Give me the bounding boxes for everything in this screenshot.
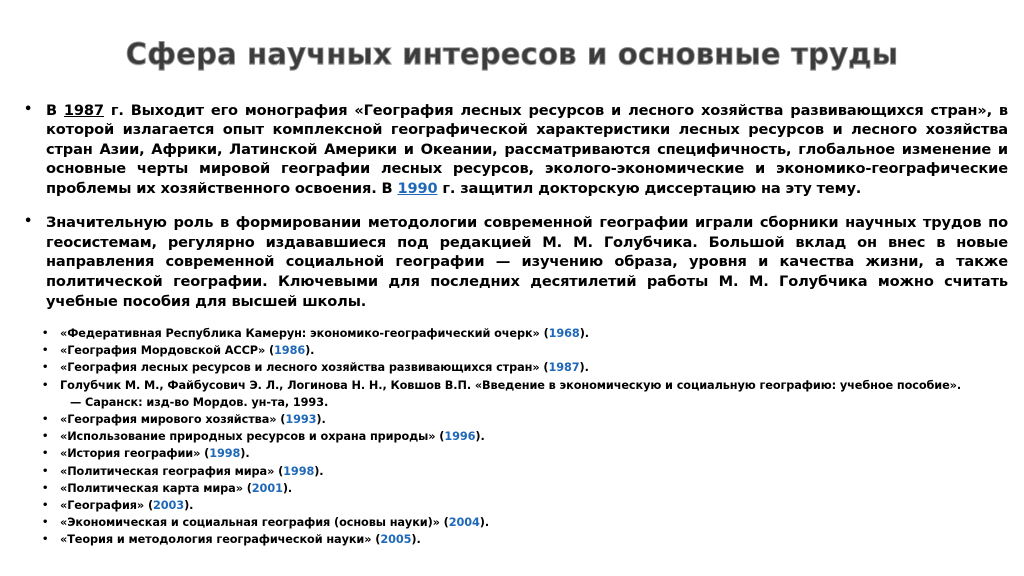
work-text-run: ). xyxy=(579,361,589,375)
work-list-item xyxy=(38,342,988,359)
work-text-run: «Теория и методология географической науки» ( xyxy=(60,533,381,547)
work-text-run: ). xyxy=(475,430,485,444)
work-list-item xyxy=(38,497,988,514)
main-bullet-item xyxy=(22,101,1008,199)
work-year-link[interactable]: 1968 xyxy=(548,327,580,340)
work-list-item xyxy=(38,463,988,480)
work-list-item xyxy=(38,325,988,342)
work-year-link[interactable]: 2003 xyxy=(153,499,185,513)
work-continuation-line: — Саранск: изд-во Мордов. ун-та, 1993. xyxy=(70,395,329,409)
work-text-run: «Использование природных ресурсов и охрана природы» ( xyxy=(60,430,445,444)
work-text-run: «География лесных ресурсов и лесного хозяйства развивающихся стран» ( xyxy=(60,361,549,375)
work-year-link[interactable]: 1987 xyxy=(548,361,580,375)
work-text-run: ). xyxy=(411,533,421,547)
paragraph-year-link[interactable]: 1990 xyxy=(397,179,438,197)
work-text-run: «История географии» ( xyxy=(60,447,210,461)
work-year-link[interactable]: 1986 xyxy=(274,344,306,358)
paragraph-underlined-year: 1987 xyxy=(63,101,104,119)
work-list-item xyxy=(38,514,988,531)
work-list-item xyxy=(38,531,988,548)
work-list-item xyxy=(38,411,988,428)
work-text-run: «Федеративная Республика Камерун: экономико-географический очерк» ( xyxy=(60,327,549,340)
work-year-link[interactable]: 2005 xyxy=(380,533,412,547)
work-text-run: ). xyxy=(316,413,326,427)
work-year-link[interactable]: 1998 xyxy=(209,447,241,461)
main-bullet-list xyxy=(22,86,1008,311)
work-list-item xyxy=(38,359,988,376)
work-text-run: «Экономическая и социальная география (основы науки)» ( xyxy=(60,516,449,530)
work-list-item xyxy=(38,445,988,462)
work-text-run: ). xyxy=(305,344,315,358)
work-list-item xyxy=(38,428,988,445)
work-year-link[interactable]: 1996 xyxy=(444,430,476,444)
work-text-run: ). xyxy=(579,327,589,340)
work-list-item xyxy=(38,480,988,497)
paragraph-text-run: Значительную роль в формировании методологии современной географии играли сборники научных трудов по геосистемам, регулярно издававшиеся под редакцией М. М. Голубчика. Большой вклад он внес в новые направления современной социальной географии — изучению образа, уровня и качества жизни, а также политической географии. Ключевыми для последних десятилетий работы М. М. Голубчика можно считать учебные пособия для высшей школы. xyxy=(46,214,1008,310)
work-text-run: ). xyxy=(314,464,324,478)
work-text-run: ). xyxy=(184,499,194,513)
work-year-link[interactable]: 2004 xyxy=(448,516,480,530)
work-text-run: ). xyxy=(240,447,250,461)
work-text-run: «География» ( xyxy=(60,499,154,513)
paragraph-text-run: В xyxy=(46,101,64,119)
work-text-run: «География мирового хозяйства» ( xyxy=(60,413,286,427)
work-text-run: ). xyxy=(282,481,293,495)
work-year-link[interactable]: 1998 xyxy=(283,464,315,478)
work-year-link[interactable]: 2001 xyxy=(251,481,283,495)
work-text-run: Голубчик М. М., Файбусович Э. Л., Логинова Н. Н., Ковшов В.П. «Введение в экономическую и социальную географию: учебное пособие». xyxy=(60,378,962,392)
works-bullet-list xyxy=(38,325,988,549)
work-text-run: «Политическая география мира» ( xyxy=(60,464,284,478)
work-year-link[interactable]: 1993 xyxy=(285,413,317,427)
paragraph-text-run: г. Выходит его монография «География лесных ресурсов и лесного хозяйства развивающихся стран», в которой излагается опыт комплексной географической характеристики лесных ресурсов и лесного хозяйства стран Азии, Африки, Латинской Америки и Океании, рассматриваются специфичность, глобальное изменение и основные черты мировой географии лесных ресурсов, эколого-экономические и экономико-географические проблемы их хозяйственного освоения. В xyxy=(46,101,1008,197)
main-bullet-item xyxy=(22,213,1008,311)
page-title: Сфера научных интересов и основные труды xyxy=(125,37,899,72)
work-text-run: ). xyxy=(479,516,490,530)
work-list-item xyxy=(38,377,988,411)
paragraph-text-run: г. защитил докторскую диссертацию на эту тему. xyxy=(437,179,862,197)
work-text-run: «География Мордовской АССР» ( xyxy=(60,344,275,358)
title-area xyxy=(0,20,1024,91)
work-text-run: «Политическая карта мира» ( xyxy=(60,481,252,495)
